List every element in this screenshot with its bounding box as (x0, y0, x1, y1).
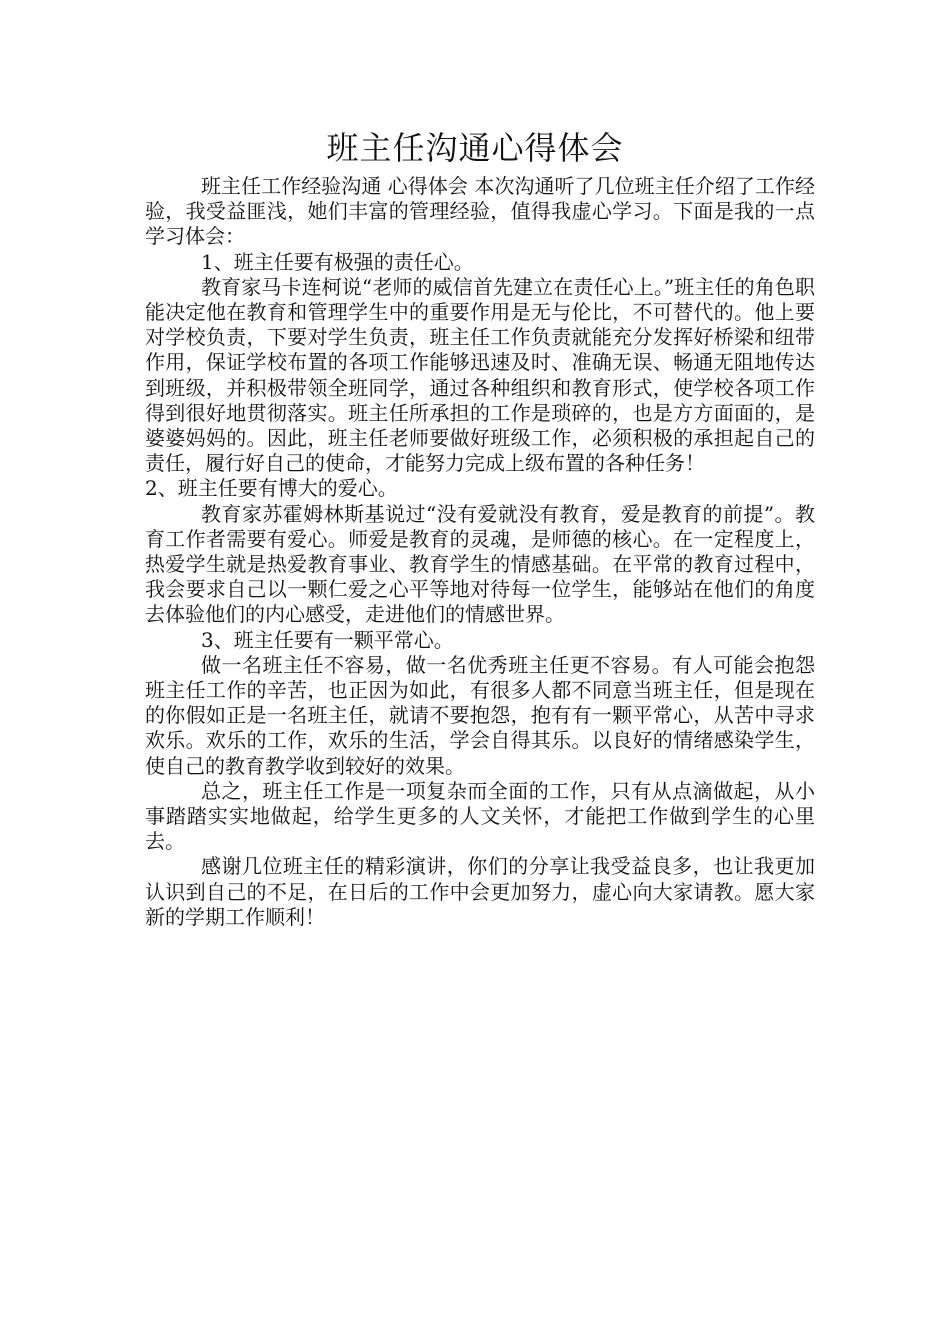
calm-paragraph: 做一名班主任不容易，做一名优秀班主任更不容易。有人可能会抱怨班主任工作的辛苦，也正因为如此，有很多人都不同意当班主任，但是现在的你假如正是一名班主任，就请不要抱怨，抱有有一颗平常心，从苦中寻求欢乐。欢乐的工作，欢乐的生活，学会自得其乐。以良好的情绪感染学生，使自己的教育教学收到较好的效果。 (145, 652, 815, 778)
summary-paragraph: 总之，班主任工作是一项复杂而全面的工作，只有从点滴做起，从小事踏踏实实地做起，给学生更多的人文关怀，才能把工作做到学生的心里去。 (145, 778, 815, 854)
thanks-paragraph: 感谢几位班主任的精彩演讲，你们的分享让我受益良多，也让我更加认识到自己的不足，在日后的工作中会更加努力，虚心向大家请教。愿大家新的学期工作顺利！ (145, 854, 815, 929)
document-body (145, 174, 815, 930)
love-paragraph: 教育家苏霍姆林斯基说过“没有爱就没有教育，爱是教育的前提”。教育工作者需要有爱心。师爱是教育的灵魂，是师德的核心。在一定程度上，热爱学生就是热爱教育事业、教育学生的情感基础。在平常的教育过程中，我会要求自己以一颗仁爱之心平等地对待每一位学生，能够站在他们的角度去体验他们的内心感受，走进他们的情感世界。 (145, 501, 815, 627)
document-title: 班主任沟通心得体会 (326, 129, 624, 167)
responsibility-paragraph: 教育家马卡连柯说“老师的威信首先建立在责任心上。”班主任的角色职能决定他在教育和管理学生中的重要作用是无与伦比，不可替代的。他上要对学校负责，下要对学生负责，班主任工作负责就能充分发挥好桥梁和纽带作用，保证学校布置的各项工作能够迅速及时、准确无误、畅通无阻地传达到班级，并积极带领全班同学，通过各种组织和教育形式，使学校各项工作得到很好地贯彻落实。班主任所承担的工作是琐碎的，也是方方面面的，是婆婆妈妈的。因此，班主任老师要做好班级工作，必须积极的承担起自己的责任，履行好自己的使命，才能努力完成上级布置的各种任务！ (145, 274, 815, 476)
section-heading-love: 2、班主任要有博大的爱心。 (145, 476, 398, 501)
section-heading-calm: 3、班主任要有一颗平常心。 (201, 627, 454, 652)
intro-paragraph: 班主任工作经验沟通 心得体会 本次沟通听了几位班主任介绍了工作经验，我受益匪浅，她们丰富的管理经验，值得我虚心学习。下面是我的一点学习体会： (145, 174, 815, 249)
section-heading-responsibility: 1、班主任要有极强的责任心。 (201, 249, 474, 274)
